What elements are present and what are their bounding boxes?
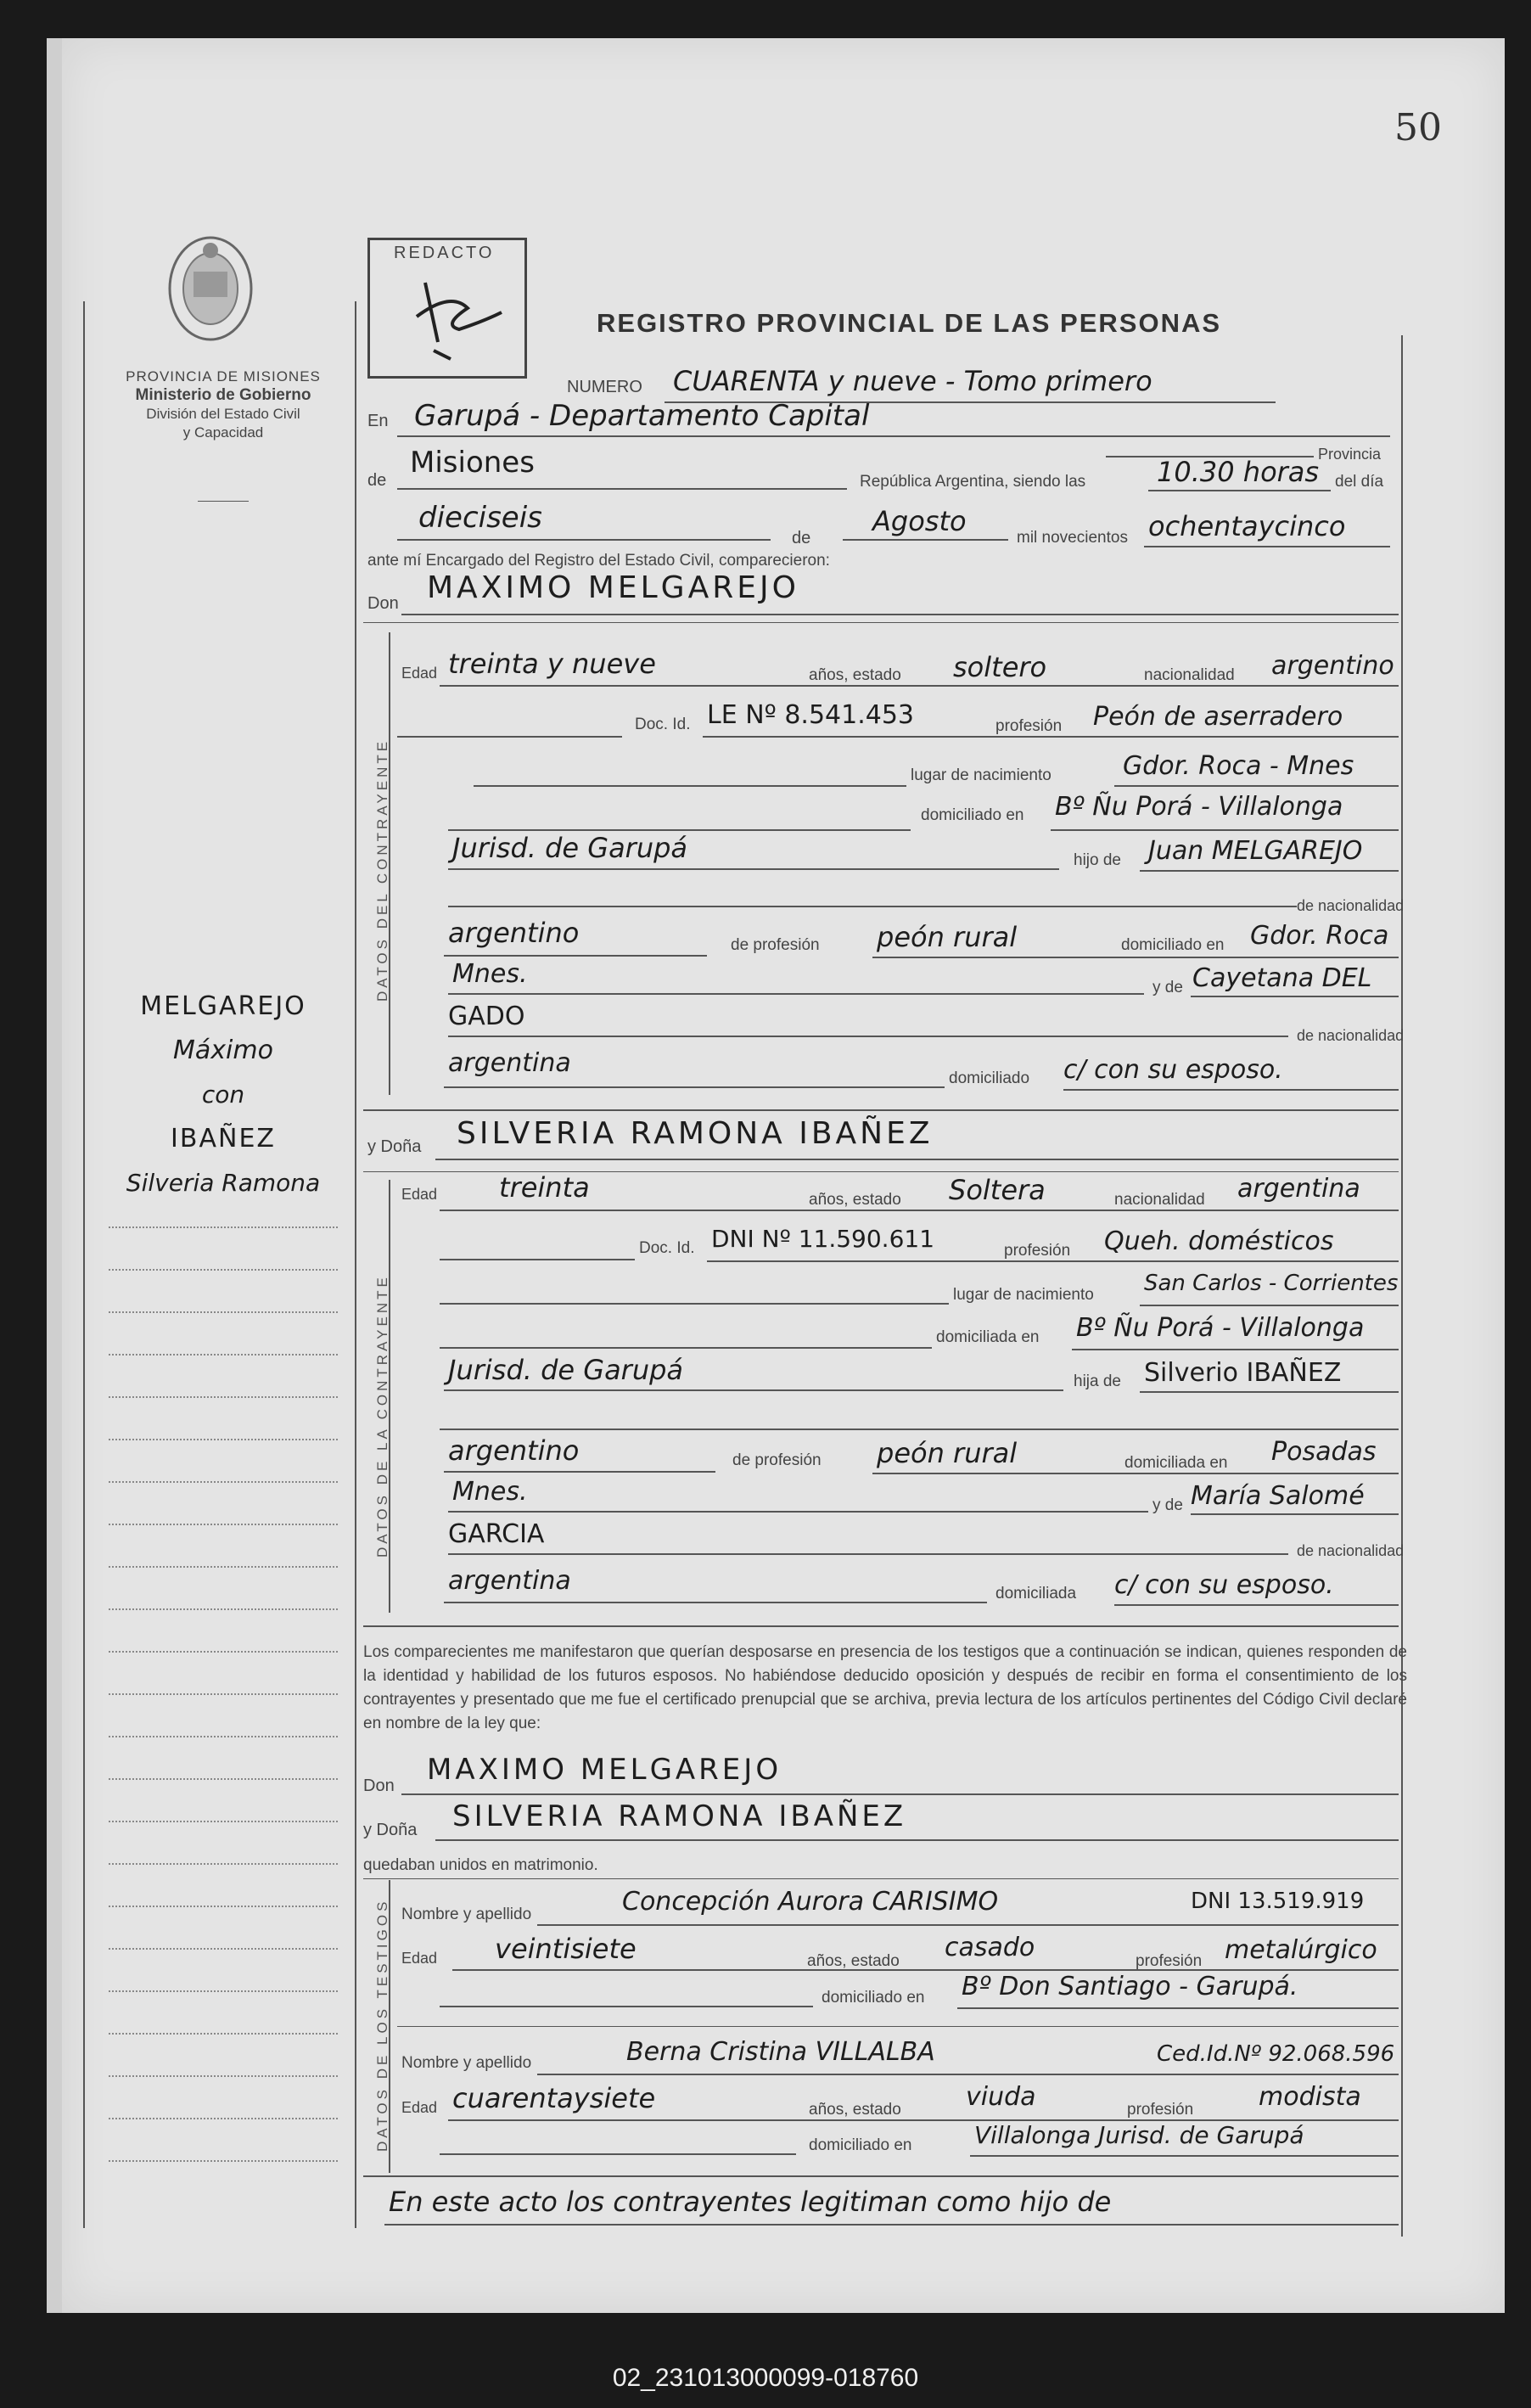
madre-domicilio-label-2: domiciliada [995, 1585, 1077, 1603]
contrayente-2-domicilio: Bº Ñu Porá - Villalonga [1076, 1313, 1365, 1343]
margin-note-line: MELGAREJO [140, 991, 306, 1021]
padre-domicilio-label: domiciliado en [1121, 936, 1225, 954]
contrayente-1-padre-domicilio-2: Mnes. [452, 959, 528, 989]
contrayente-2-madre: María Salomé [1191, 1481, 1365, 1511]
footer-id: 02_231013000099-018760 [612, 2364, 919, 2392]
provincia-label: Provincia [1318, 446, 1382, 463]
contrayente-1-padre: Juan MELGAREJO [1148, 836, 1363, 866]
contrayente-1-padre-profesion: peón rural [877, 921, 1018, 953]
mil-label: mil novecientos [1017, 529, 1128, 547]
t1-nombre: Concepción Aurora CARISIMO [622, 1887, 999, 1917]
padre-domicilio-label-2: domiciliada en [1124, 1454, 1228, 1472]
y-de-label-2: y de [1152, 1496, 1183, 1514]
contrayente-2-padre: Silverio IBAÑEZ [1144, 1358, 1342, 1388]
dona-label: y Doña [367, 1137, 422, 1156]
margin-note [100, 985, 346, 1205]
t2-estado: viuda [966, 2082, 1036, 2112]
contrayente-1-madre-nacionalidad: argentina [448, 1048, 571, 1078]
margin-note-line: con [201, 1081, 245, 1109]
dia-value: dieciseis [418, 501, 542, 535]
t1-edad-label: Edad [401, 1950, 438, 1967]
redacto-label: REDACTO [394, 244, 495, 262]
lugar-value: Garupá - Departamento Capital [414, 399, 870, 433]
contrayente-2-domicilio-2: Jurisd. de Garupá [448, 1354, 684, 1386]
nacionalidad-label: nacionalidad [1144, 666, 1235, 684]
ministry-label: Ministerio de Gobierno [135, 386, 311, 404]
contrayente-2-padre-profesion: peón rural [877, 1437, 1018, 1469]
nota-final: En este acto los contrayentes legitiman como hijo de [389, 2186, 1112, 2218]
contrayente-2-lugar-nac: San Carlos - Corrientes [1144, 1271, 1399, 1296]
unidos-label: quedaban unidos en matrimonio. [363, 1856, 598, 1874]
t2-doc: Ced.Id.Nº 92.068.596 [1157, 2041, 1395, 2067]
contrayente-2-padre-nacionalidad: argentino [448, 1434, 580, 1467]
margin-note-line: Silveria Ramona [126, 1169, 321, 1197]
contrayente-1-madre: Cayetana DEL [1192, 963, 1372, 993]
seal-icon [164, 233, 257, 348]
de-label: de [367, 471, 387, 490]
t2-nombre: Berna Cristina VILLALBA [626, 2037, 935, 2067]
t1-profesion: metalúrgico [1225, 1935, 1377, 1965]
contrayente-2-profesion: Queh. domésticos [1104, 1226, 1334, 1256]
contrayente-1-domicilio-2: Jurisd. de Garupá [452, 832, 688, 864]
page-title: REGISTRO PROVINCIAL DE LAS PERSONAS [597, 308, 1222, 338]
contrayente-2-edad: treinta [499, 1171, 590, 1204]
anio-value: ochentaycinco [1148, 510, 1346, 542]
decl-don-label: Don [363, 1777, 395, 1795]
contrayente-2-padre-domicilio-2: Mnes. [452, 1477, 528, 1507]
contrayente-1-doc: LE Nº 8.541.453 [707, 700, 914, 730]
nacionalidad-label-2: nacionalidad [1114, 1191, 1205, 1209]
t1-domicilio-label: domiciliado en [822, 1989, 925, 2007]
decl-dona-label: y Doña [363, 1821, 418, 1839]
section-label-testigos: DATOS DE LOS TESTIGOS [374, 1898, 390, 2152]
header-office [96, 368, 351, 442]
margin-note-line: Máximo [173, 1036, 273, 1065]
contrayente-1-lugar-nac: Gdor. Roca - Mnes [1123, 751, 1354, 781]
t1-nombre-label: Nombre y apellido [401, 1906, 532, 1923]
division-label-2: y Capacidad [182, 424, 264, 441]
contrayente-1-nacionalidad: argentino [1271, 651, 1394, 681]
signature-icon [374, 266, 519, 368]
contrayente-1-domicilio: Bº Ñu Porá - Villalonga [1055, 792, 1343, 822]
edad-label-2: Edad [401, 1186, 438, 1203]
contrayente-2-madre-2: GARCIA [448, 1519, 545, 1549]
t2-edad-label: Edad [401, 2099, 438, 2116]
numero-label: NUMERO [567, 378, 642, 396]
contrayente-1-madre-2: GADO [448, 1002, 525, 1031]
doc-label-2: Doc. Id. [639, 1239, 695, 1257]
ante-label: ante mí Encargado del Registro del Estado Civil, comparecieron: [367, 552, 830, 570]
contrayente-2-estado: Soltera [949, 1174, 1046, 1206]
contrayente-1-padre-domicilio: Gdor. Roca [1250, 921, 1389, 951]
t2-profesion: modista [1259, 2082, 1361, 2112]
y-de-label: y de [1152, 979, 1183, 996]
t2-domicilio-label: domiciliado en [809, 2136, 912, 2154]
domicilio-label: domiciliado en [921, 806, 1024, 824]
t2-profesion-label: profesión [1127, 2101, 1194, 2119]
en-label: En [367, 412, 389, 430]
lugar-nac-label-2: lugar de nacimiento [953, 1286, 1094, 1304]
division-label-1: División del Estado Civil [146, 406, 300, 422]
profesion-label-2: profesión [1004, 1242, 1071, 1260]
de-profesion-label-2: de profesión [732, 1451, 822, 1469]
hija-label: hija de [1074, 1372, 1121, 1390]
hijo-label: hijo de [1074, 851, 1121, 869]
domicilio-label-2: domiciliada en [936, 1328, 1040, 1346]
t1-doc: DNI 13.519.919 [1191, 1889, 1365, 1914]
t1-domicilio: Bº Don Santiago - Garupá. [962, 1972, 1298, 2001]
contrayente-2-nacionalidad: argentina [1237, 1174, 1360, 1204]
madre-nacionalidad-label: de nacionalidad [1297, 1027, 1405, 1044]
contrayente-1-nombre: MAXIMO MELGAREJO [427, 570, 799, 605]
anos-label-2: años, estado [809, 1191, 901, 1209]
contrayente-1-padre-nacionalidad: argentino [448, 917, 580, 949]
t1-anos-label: años, estado [807, 1952, 900, 1970]
de-label-2: de [792, 529, 811, 547]
t1-edad: veintisiete [495, 1933, 637, 1965]
redacto-stamp [367, 238, 527, 379]
de-profesion-label: de profesión [731, 936, 820, 954]
numero-value: CUARENTA y nueve - Tomo primero [673, 365, 1152, 397]
contrayente-2-nombre: SILVERIA RAMONA IBAÑEZ [457, 1116, 934, 1151]
t2-anos-label: años, estado [809, 2101, 901, 2119]
declaracion-text: Los comparecientes me manifestaron que querían desposarse en presencia de los testigos que a continuación se indican, quienes responden de la identidad y habilidad de los futuros esposos. No habiéndose deducido oposición y después de recibir en forma el consentimiento de los contrayentes y presentado que me fue el certificado prenupcial que se archiva, previa lectura de los artículos pertinentes del Código Civil declaré en nombre de la ley que: [363, 1643, 1407, 1732]
profesion-label: profesión [995, 717, 1063, 735]
section-label-contrayente-1: DATOS DEL CONTRAYENTE [374, 738, 390, 1002]
t2-edad: cuarentaysiete [452, 2082, 656, 2114]
contrayente-2-madre-domicilio: c/ con su esposo. [1114, 1570, 1334, 1600]
contrayente-1-profesion: Peón de aserradero [1093, 702, 1343, 732]
t2-domicilio: Villalonga Jurisd. de Garupá [974, 2121, 1304, 2149]
province-label: PROVINCIA DE MISIONES [126, 368, 321, 384]
t1-estado: casado [945, 1933, 1035, 1962]
mes-value: Agosto [872, 505, 967, 537]
contrayente-1-estado: soltero [953, 651, 1047, 683]
lugar-nac-label: lugar de nacimiento [911, 766, 1052, 784]
contrayente-1-madre-domicilio: c/ con su esposo. [1063, 1055, 1283, 1085]
de-nacionalidad-label: de nacionalidad [1297, 897, 1405, 914]
madre-domicilio-label: domiciliado [949, 1069, 1030, 1087]
margin-note-line: IBAÑEZ [171, 1124, 276, 1153]
anos-label: años, estado [809, 666, 901, 684]
edad-label: Edad [401, 665, 438, 682]
decl-don-value: MAXIMO MELGAREJO [427, 1753, 782, 1787]
contrayente-1-edad: treinta y nueve [448, 648, 656, 680]
provincia-value: Misiones [410, 446, 535, 480]
contrayente-2-madre-nacionalidad: argentina [448, 1566, 571, 1596]
section-label-contrayente-2: DATOS DE LA CONTRAYENTE [374, 1274, 390, 1558]
t2-nombre-label: Nombre y apellido [401, 2054, 532, 2072]
republica-label: República Argentina, siendo las [860, 473, 1086, 491]
del-dia-label: del día [1335, 473, 1384, 491]
t1-profesion-label: profesión [1136, 1952, 1203, 1970]
don-label: Don [367, 594, 399, 613]
hora-value: 10.30 horas [1157, 456, 1320, 488]
doc-label: Doc. Id. [635, 716, 691, 733]
register-page [47, 38, 1505, 2313]
contrayente-2-doc: DNI Nº 11.590.611 [711, 1225, 935, 1253]
contrayente-2-padre-domicilio: Posadas [1271, 1437, 1377, 1467]
de-nacionalidad-label-2: de nacionalidad [1297, 1542, 1405, 1559]
page-number: 50 [1394, 106, 1442, 149]
decl-dona-value: SILVERIA RAMONA IBAÑEZ [452, 1799, 907, 1833]
